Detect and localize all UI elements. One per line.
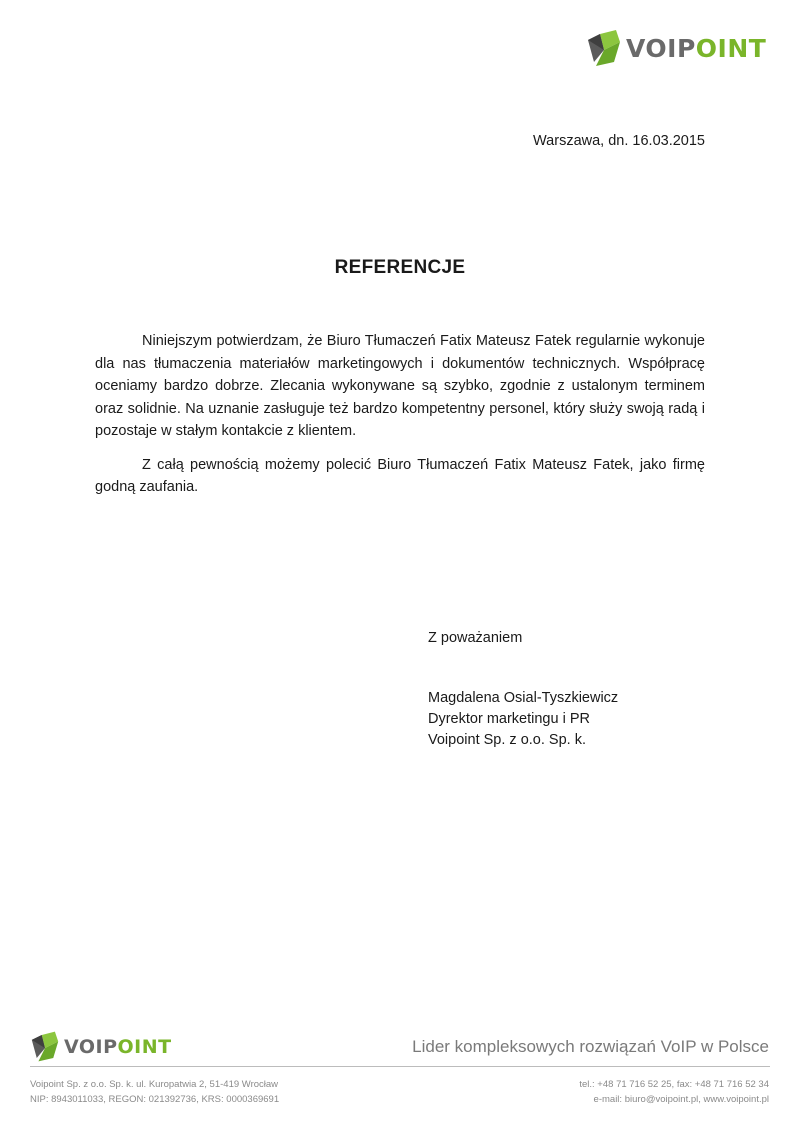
footer-address: Voipoint Sp. z o.o. Sp. k. ul. Kuropatwia 2, 51-419 Wrocław <box>30 1079 279 1090</box>
footer-registry: NIP: 8943011033, REGON: 021392736, KRS: 0000369691 <box>30 1094 280 1105</box>
letter-closing: Z poważaniem <box>428 630 523 646</box>
footer-tagline: Lider kompleksowych rozwiązań VoIP w Polsce <box>412 1037 769 1056</box>
footer-divider <box>30 1066 770 1067</box>
letter-paragraph: Z całą pewnością możemy polecić Biuro Tłumaczeń Fatix Mateusz Fatek, jako firmę godną zaufania. <box>95 456 705 495</box>
footer-logo <box>30 1030 172 1063</box>
logo-wordmark <box>626 34 766 63</box>
footer-company-info <box>30 1077 279 1107</box>
header-logo <box>586 28 766 68</box>
logo-wordmark-prefix: VOIP <box>64 1035 118 1058</box>
letter-title: REFERENCJE <box>334 257 466 278</box>
letter-body <box>95 330 705 510</box>
logo-wordmark <box>64 1036 172 1058</box>
signature-name: Magdalena Osial-Tyszkiewicz <box>428 690 619 706</box>
logo-wordmark-prefix: VOIP <box>626 33 696 63</box>
logo-wordmark-suffix: OINT <box>117 1035 172 1058</box>
signature-position: Dyrektor marketingu i PR <box>428 711 590 727</box>
voipoint-logo-mark-icon <box>30 1030 60 1063</box>
signature-company: Voipoint Sp. z o.o. Sp. k. <box>428 732 586 748</box>
signature-block <box>428 688 618 751</box>
voipoint-logo-mark-icon <box>586 28 622 68</box>
footer-contact: e-mail: biuro@voipoint.pl, www.voipoint.pl <box>593 1094 769 1105</box>
footer-contact-info <box>579 1077 769 1107</box>
letter-paragraph: Niniejszym potwierdzam, że Biuro Tłumaczeń Fatix Mateusz Fatek regularnie wykonuje dla nas tłumaczenia materiałów marketingowych i dokumentów technicznych. Współpracę oceniamy bardzo dobrze. Zlecania wykonywane są szybko, zgodnie z ustalonym terminem oraz solidnie. Na uznanie zasługuje też bardzo kompetentny personel, który służy swoją radą i pozostaje w stałym kontakcie z klientem. <box>95 333 705 439</box>
logo-wordmark-suffix: OINT <box>695 33 767 63</box>
letter-date: Warszawa, dn. 16.03.2015 <box>533 133 705 149</box>
footer-phone: tel.: +48 71 716 52 25, fax: +48 71 716 52 34 <box>579 1079 769 1090</box>
